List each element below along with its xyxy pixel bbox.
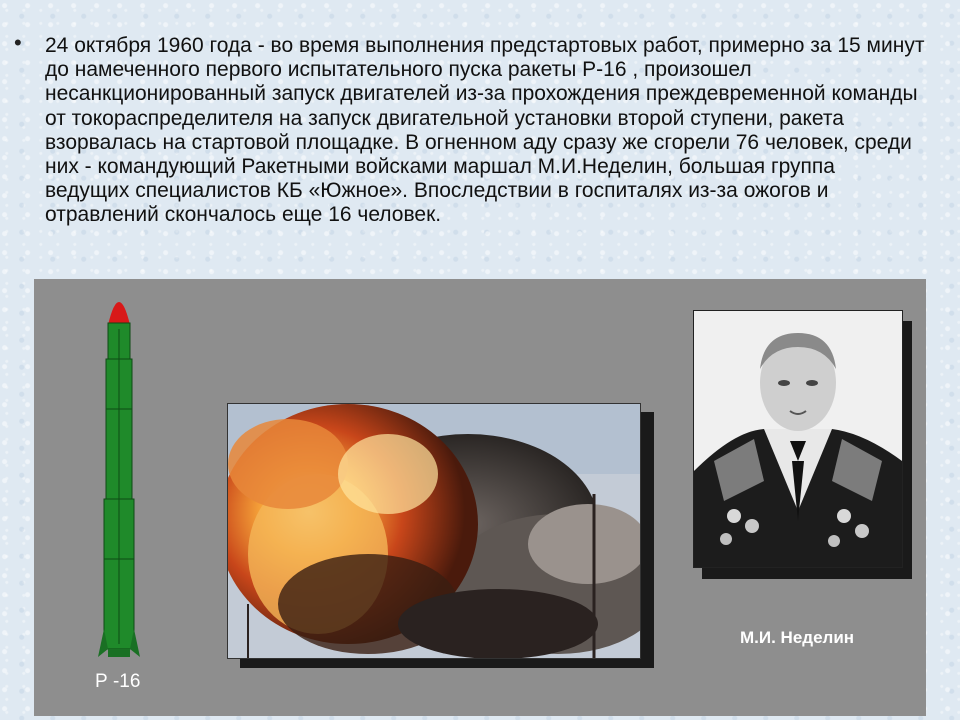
rocket-label: Р -16 [95,671,141,692]
bullet-marker: • [14,30,22,55]
portrait-photo [693,310,903,568]
slide-body-text: 24 октября 1960 года - во время выполнения предстартовых работ, примерно за 15 минут до намеченного первого испытательного пуска ракеты Р-16 , произошел несанкционированный запуск двигателей из-за прохождения преждевременной команды от токораспределителя на запуск двигательной установки второй ступени, ракета взорвалась на стартовой площадке. В огненном аду сразу же сгорели 76 человек, среди них - командующий Ракетными войсками маршал М.И.Неделин, большая группа ведущих специалистов КБ «Южное». Впоследствии в госпиталях из-за ожогов и отравлений скончалось еще 16 человек. [45,34,925,227]
portrait-caption: М.И. Неделин [740,628,855,647]
image-panel [34,279,926,716]
rocket-illustration [94,289,144,661]
explosion-photo [227,403,641,659]
